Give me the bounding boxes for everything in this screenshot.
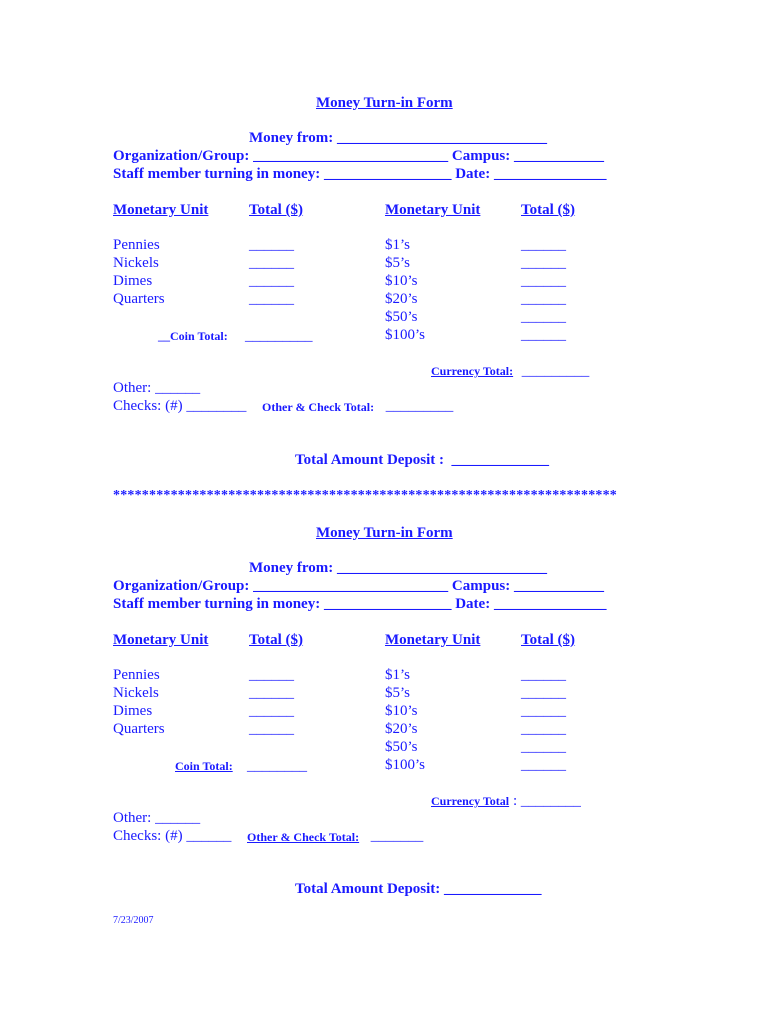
- bill-label-20: $20’s: [385, 721, 418, 737]
- bill-blank-50: ______: [521, 739, 566, 755]
- other-field: Other: ______: [113, 810, 201, 826]
- currency-total-blank: _________: [518, 363, 590, 379]
- col-header-unit-coins: Monetary Unit: [113, 632, 209, 648]
- coin-label-dimes: Dimes: [113, 273, 153, 289]
- coin-label-quarters: Quarters: [113, 291, 165, 307]
- org-group-line: [113, 149, 604, 164]
- separator-line: **********************************************************************: [113, 488, 617, 503]
- coin-total-blank: _________: [245, 328, 313, 344]
- bill-blank-5: ______: [521, 255, 566, 271]
- bill-label-10: $10’s: [385, 273, 418, 289]
- coin-blank-dimes: ______: [249, 273, 294, 289]
- bill-label-50: $50’s: [385, 309, 418, 325]
- coin-total-blank: ________: [247, 758, 307, 774]
- col-header-unit-bills: Monetary Unit: [385, 202, 481, 218]
- other-check-total-blank: _________: [382, 398, 454, 414]
- coin-label-nickels: Nickels: [113, 685, 159, 701]
- coin-blank-nickels: ______: [249, 685, 294, 701]
- coin-blank-quarters: ______: [249, 291, 294, 307]
- footer-date: 7/23/2007: [113, 915, 154, 926]
- col-header-total-bills: Total ($): [521, 202, 576, 218]
- org-group-line: [113, 579, 604, 594]
- other-check-total-blank: _______: [367, 828, 424, 844]
- bill-label-10: $10’s: [385, 703, 418, 719]
- money-from-field: Money from: ____________________________: [249, 560, 548, 576]
- col-header-total-coins: Total ($): [249, 202, 304, 218]
- coin-label-quarters: Quarters: [113, 721, 165, 737]
- org-group-label: Organization/Group: [113, 148, 245, 164]
- currency-total-label: Currency Total: [431, 794, 510, 808]
- coin-blank-dimes: ______: [249, 703, 294, 719]
- bill-blank-20: ______: [521, 291, 566, 307]
- coin-label-pennies: Pennies: [113, 237, 160, 253]
- bill-blank-1: ______: [521, 667, 566, 683]
- col-header-unit-coins: Monetary Unit: [113, 202, 209, 218]
- bill-blank-20: ______: [521, 721, 566, 737]
- bill-label-1: $1’s: [385, 667, 411, 683]
- other-check-total-label: Other & Check Total:: [262, 400, 375, 414]
- org-group-label: Organization/Group: [113, 578, 245, 594]
- other-check-total-label: Other & Check Total:: [247, 830, 360, 844]
- coin-label-pennies: Pennies: [113, 667, 160, 683]
- bill-label-100: $100’s: [385, 757, 426, 773]
- bill-blank-100: ______: [521, 327, 566, 343]
- org-campus-field: : __________________________ Campus: ____________: [244, 148, 604, 164]
- staff-date-field: Staff member turning in money: _________________ Date: _______________: [113, 166, 607, 182]
- staff-date-field: Staff member turning in money: _________________ Date: _______________: [113, 596, 607, 612]
- currency-total-label: Currency Total:: [431, 364, 514, 378]
- bill-blank-5: ______: [521, 685, 566, 701]
- bill-label-100: $100’s: [385, 327, 426, 343]
- org-campus-field: : __________________________ Campus: ____________: [244, 578, 604, 594]
- coin-total-label: Coin Total:: [175, 759, 233, 773]
- total-amount-deposit: Total Amount Deposit : _____________: [295, 452, 550, 468]
- currency-total-blank: : ________: [513, 793, 581, 809]
- bill-label-1: $1’s: [385, 237, 411, 253]
- other-field: Other: ______: [113, 380, 201, 396]
- checks-field: Checks: (#) ________: [113, 398, 247, 414]
- coin-total-label: __Coin Total:: [158, 329, 228, 343]
- col-header-unit-bills: Monetary Unit: [385, 632, 481, 648]
- form-title: Money Turn-in Form: [316, 95, 453, 111]
- total-amount-deposit: Total Amount Deposit: _____________: [295, 881, 542, 897]
- coin-label-nickels: Nickels: [113, 255, 159, 271]
- money-from-field: Money from: ____________________________: [249, 130, 548, 146]
- bill-blank-100: ______: [521, 757, 566, 773]
- bill-blank-10: ______: [521, 703, 566, 719]
- bill-label-5: $5’s: [385, 685, 411, 701]
- coin-blank-pennies: ______: [249, 237, 294, 253]
- bill-label-50: $50’s: [385, 739, 418, 755]
- bill-label-20: $20’s: [385, 291, 418, 307]
- form-title: Money Turn-in Form: [316, 525, 453, 541]
- coin-blank-quarters: ______: [249, 721, 294, 737]
- coin-blank-pennies: ______: [249, 667, 294, 683]
- col-header-total-coins: Total ($): [249, 632, 304, 648]
- col-header-total-bills: Total ($): [521, 632, 576, 648]
- checks-field: Checks: (#) ______: [113, 828, 232, 844]
- coin-blank-nickels: ______: [249, 255, 294, 271]
- bill-blank-1: ______: [521, 237, 566, 253]
- coin-label-dimes: Dimes: [113, 703, 153, 719]
- bill-label-5: $5’s: [385, 255, 411, 271]
- bill-blank-50: ______: [521, 309, 566, 325]
- bill-blank-10: ______: [521, 273, 566, 289]
